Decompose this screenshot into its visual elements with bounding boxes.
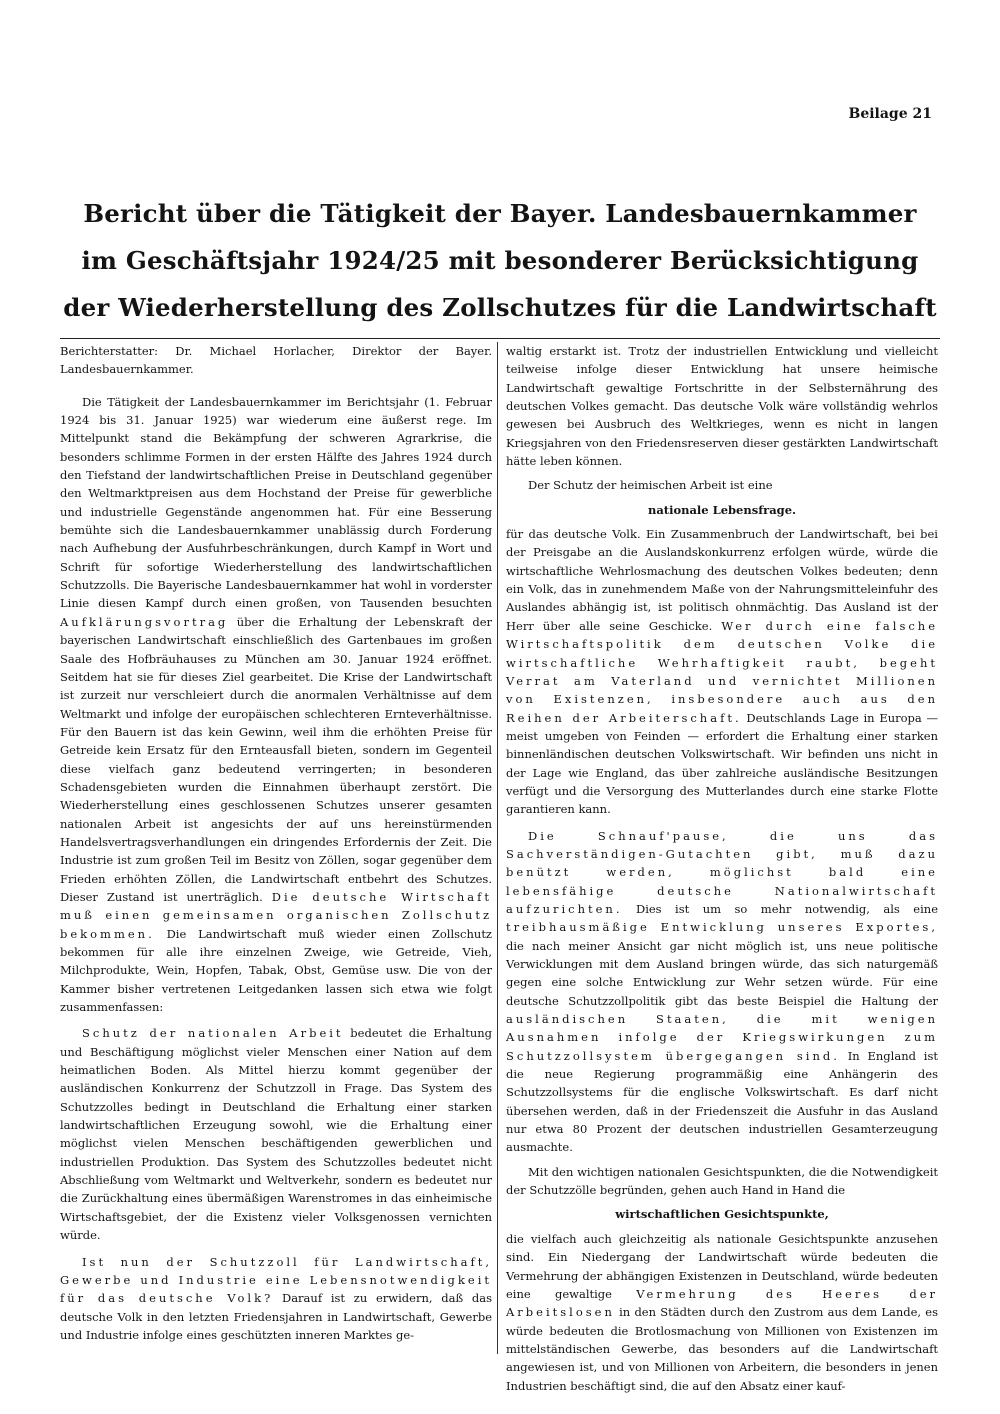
right-p3-spaced-b: treibhausmäßige Entwicklung unseres Exportes, bbox=[506, 920, 938, 935]
left-p1-spaced-a: Aufklärungsvortrag bbox=[60, 614, 229, 629]
right-p4-spaced: Vermehrung des Heeres der Arbeitslosen bbox=[506, 1286, 938, 1320]
left-paragraph-2 bbox=[60, 1024, 492, 1244]
right-p2-text-a: für das deutsche Volk. Ein Zusammenbruch der Landwirtschaft, bei bei der Preisgabe an die Auslandskonkurrenz erfolgen würde, würde die wirtschaftliche Wehrlosmachung des deutschen Volkes bedeuten; denn ein Volk, das in zunehmendem Maße von der Nahrungsmitteleinfuhr des Auslandes abhängig ist, ist politisch ohnmächtig. Das Ausland ist der Herr über alle seine Geschicke. bbox=[506, 527, 938, 633]
article-title bbox=[60, 190, 940, 331]
right-paragraph-4 bbox=[506, 1230, 938, 1395]
right-p2-spaced: Wer durch eine falsche Wirtschaftspolitik dem deutschen Volke die wirtschaftliche Wehrhaftigkeit raubt, begeht Verrat am Vaterland und vernichtet Millionen von Existenzen, insbesondere auch aus den Reihen der Arbeiterschaft. bbox=[506, 618, 938, 725]
left-p3-spaced: Ist nun der Schutzzoll für Landwirtschaft, Gewerbe und Industrie eine Lebensnotwendigkeit für das deutsche Volk? bbox=[60, 1254, 492, 1306]
right-p4-text-b: in den Städten durch den Zustrom aus dem Lande, es würde bedeuten die Brotlosmachung von Millionen von Existenzen im mittelständischen Gewerbe, das besonders auf die Landwirtschaft angewiesen ist, und von Millionen von Arbeitern, die besonders in jenen Industrien beschäftigt sind, die auf den Absatz einer kauf- bbox=[506, 1305, 938, 1393]
page-label: Beilage 21 bbox=[848, 106, 932, 122]
right-p3-text-a: Dies ist um so mehr notwendig, als eine bbox=[635, 901, 938, 916]
right-p2-text-b: Deutschlands Lage in Europa — meist umgeben von Feinden — erfordert die Erhaltung einer starken binnenländischen deutschen Volkswirtschaft. Wir befinden uns nicht in der Lage wie England, das über zahlreiche ausländische Besitzungen verfügt und die Versorgung des Mutterlandes durch eine starke Flotte garantieren kann. bbox=[506, 710, 938, 817]
right-p4-text-a: die vielfach auch gleichzeitig als nationale Gesichtspunkte anzusehen sind. Ein Niedergang der Landwirtschaft würde bedeuten die Vermehrung der abhängigen Existenzen in Deutschland, würde bedeuten eine gewaltige bbox=[506, 1231, 938, 1301]
right-subhead-1: nationale Lebensfrage. bbox=[647, 502, 797, 517]
left-paragraph-3 bbox=[60, 1253, 492, 1345]
title-line-2: im Geschäftsjahr 1924/25 mit besonderer Berücksichtigung bbox=[81, 246, 919, 275]
right-p3-spaced-c: ausländischen Staaten, die mit wenigen Ausnahmen infolge der Kriegswirkungen zum Schutzzollsystem übergegangen sind. bbox=[506, 1012, 938, 1063]
reporter-line: Berichterstatter: Dr. Michael Horlacher, Direktor der Bayer. Landesbauernkammer. bbox=[60, 344, 492, 377]
right-column bbox=[506, 342, 938, 1395]
column-divider bbox=[497, 342, 498, 1354]
left-paragraph-1 bbox=[60, 393, 492, 1017]
left-p1-spaced-b: Die deutsche Wirtschaft muß einen gemeinsamen organischen Zollschutz bekommen. bbox=[60, 889, 493, 941]
title-line-1: Bericht über die Tätigkeit der Bayer. Landesbauernkammer bbox=[83, 199, 917, 228]
left-p2-spaced: Schutz der nationalen Arbeit bbox=[82, 1026, 344, 1041]
right-paragraph-3 bbox=[506, 827, 938, 1157]
right-lead-1: Der Schutz der heimischen Arbeit ist eine bbox=[528, 478, 773, 493]
left-p2-text: bedeutet die Erhaltung und Beschäftigung möglichst vieler Menschen einer Nation auf dem heimatlichen Boden. Als Mittel hierzu kommt gegenüber der ausländischen Konkurrenz der Schutzzoll in Frage. Das System des Schutzzolles bedingt in Deutschland die Erhaltung einer starken landwirtschaftlichen Erzeugung sowohl, wie die Erhaltung einer möglichst vielen Menschen beschäftigenden gewerblichen und industriellen Produktion. Das System des Schutzzolles bedeutet nicht Abschließung vom Weltmarkt und Weltverkehr, sondern es bedeutet nur die Zurückhaltung eines übermäßigen Warenstromes in das einheimische Wirtschaftsgebiet, der die Existenz vieler Volksgenossen vernichten würde. bbox=[60, 1026, 493, 1243]
left-p1-text-a: Die Tätigkeit der Landesbauernkammer im Berichtsjahr (1. Februar 1924 bis 31. Januar 1925) war wiederum eine äußerst rege. Im Mittelpunkt stand die Bekämpfung der schweren Agrarkrise, die besonders schlimme Formen in der ersten Hälfte des Jahres 1924 durch den Tiefstand der landwirtschaftlichen Preise in Deutschland gegenüber den Weltmarktpreisen aus dem Hochstand der Preise für gewerbliche und industrielle Gegenstände angenommen hat. Für eine Besserung bemühte sich die Landesbauernkammer unablässig durch Forderung nach Aufhebung der Ausfuhrbeschränkungen, durch Kampf in Wort und Schrift für sofortige Wiederherstellung des landwirtschaftlichen Schutzzolls. Die Bayerische Landesbauernkammer hat wohl in vorderster Linie diesen Kampf durch einen großen, von Tausenden besuchten bbox=[60, 394, 492, 611]
title-line-3: der Wiederherstellung des Zollschutzes für die Landwirtschaft bbox=[63, 293, 937, 322]
right-p3-text-c: In England ist die neue Regierung programmäßig eine Anhängerin des Schutzzollsystems für die englische Volkswirtschaft. Es darf nicht übersehen werden, daß in der Friedenszeit die Ausfuhr in das Ausland nur etwa 80 Prozent der deutschen industriellen Gesamterzeugung ausmachte. bbox=[506, 1048, 938, 1155]
right-paragraph-1: waltig erstarkt ist. Trotz der industriellen Entwicklung und vielleicht teilweise infolge dieser Entwicklung hat unsere heimische Landwirtschaft gewaltige Fortschritte in der Selbsternährung des deutschen Volkes gemacht. Das deutsche Volk wäre vollständig wehrlos gewesen bei Ausbruch des Weltkrieges, wenn es nicht in langen Kriegsjahren von den Friedensreserven dieser gestärkten Landwirtschaft hätte leben können. bbox=[506, 344, 938, 469]
title-rule bbox=[60, 338, 940, 339]
left-p1-text-b: über die Erhaltung der Lebenskraft der bayerischen Landwirtschaft einschließlich des Gartenbaues im großen Saale des Hofbräuhauses zu München am 30. Januar 1924 eröffnet. Seitdem hat sie für dieses Ziel gearbeitet. Die Krise der Landwirtschaft ist zurzeit nur verschleiert durch die anormalen Verhältnisse auf dem Weltmarkt und infolge der europäischen schlechteren Ernteverhältnisse. Für den Bauern ist das kein Gewinn, weil ihm die erhöhten Preise für Getreide kein Ersatz für den Ernteausfall bieten, sondern im Gegenteil diese vielfach ganz bedeutend verringerten; in besonderen Schadensgebieten wurden die Einnahmen überhaupt zerstört. Die Wiederherstellung eines geschlossenen Schutzes unserer gesamten nationalen Arbeit ist angesichts der auf uns hereinstürmenden Handelsvertragsverhandlungen ein dringendes Erfordernis der Zeit. Die Industrie ist zum großen Teil im Besitz von Zöllen, sogar gegenüber dem Frieden erhöhten Zöllen, die Landwirtschaft entbehrt des Schutzes. Dieser Zustand ist unerträglich. bbox=[60, 614, 492, 904]
left-column bbox=[60, 342, 492, 1344]
right-p3-text-b: die nach meiner Ansicht gar nicht möglich ist, uns neue politische Verwicklungen mit dem Ausland bringen würde, das sich naturgemäß gegen eine solche Entwicklung zur Wehr setzen würde. Für eine deutsche Schutzzollpolitik gibt das beste Beispiel die Haltung der bbox=[506, 938, 938, 1008]
right-subhead-2: wirtschaftlichen Gesichtspunkte, bbox=[615, 1207, 829, 1222]
left-p3-text: Darauf ist zu erwidern, daß das deutsche Volk in den letzten Friedensjahren in Landwirtschaft, Gewerbe und Industrie infolge eines geschützten inneren Marktes ge- bbox=[60, 1291, 493, 1342]
left-p1-text-c: Die Landwirtschaft muß wieder einen Zollschutz bekommen für alle ihre einzelnen Zweige, wie Getreide, Vieh, Milchprodukte, Wein, Hopfen, Tabak, Obst, Gemüse usw. Die von der Kammer bisher vertretenen Leitgedanken lassen sich etwa wie folgt zusammenfassen: bbox=[60, 926, 492, 1015]
right-paragraph-2 bbox=[506, 525, 938, 819]
right-p3-spaced-a: Die Schnauf'pause, die uns das Sachverständigen-Gutachten gibt, muß dazu benützt werden, möglichst bald eine lebensfähige deutsche Nationalwirtschaft aufzurichten. bbox=[506, 828, 938, 916]
right-lead-2: Mit den wichtigen nationalen Gesichtspunkten, die die Notwendigkeit der Schutzzölle begründen, gehen auch Hand in Hand die bbox=[506, 1164, 938, 1198]
